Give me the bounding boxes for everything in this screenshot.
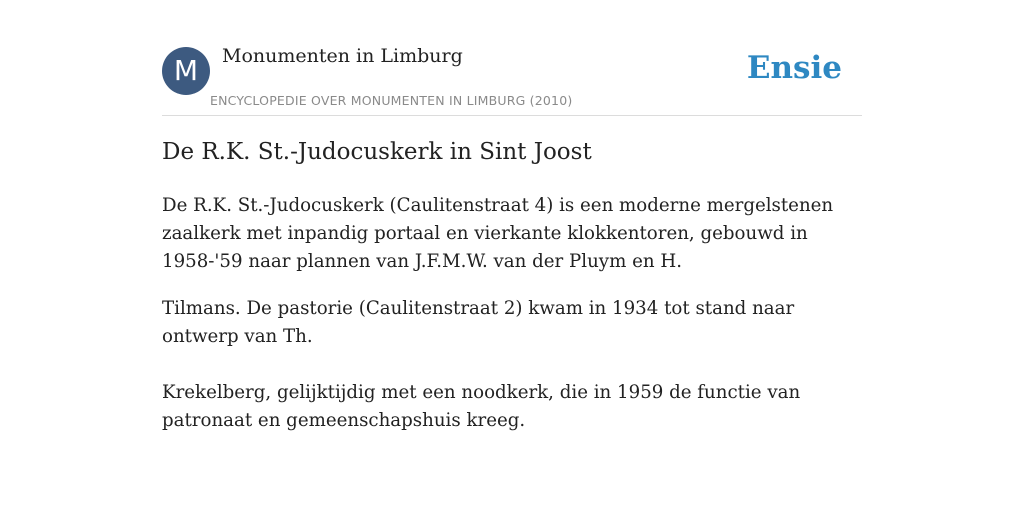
ensie-logo-link[interactable]: Ensie [746,50,842,86]
article-paragraph: Tilmans. De pastorie (Caulitenstraat 2) kwam in 1934 tot stand naar ontwerp van Th. [162,298,795,347]
avatar[interactable]: M [162,47,210,95]
page-content [162,0,862,431]
source-header [162,0,862,116]
page-title: De R.K. St.-Judocuskerk in Sint Joost [162,139,592,165]
article-paragraph: Krekelberg, gelijktijdig met een noodkerk, die in 1959 de functie van patronaat en gemeenschapshuis kreeg. [162,382,801,431]
article-paragraph: De R.K. St.-Judocuskerk (Caulitenstraat 4) is een moderne mergelstenen zaalkerk met inpandig portaal en vierkante klokkentoren, gebouwd in 1958-'59 naar plannen van J.F.M.W. van der Pluym en H. [162,195,834,272]
source-title[interactable]: Monumenten in Limburg [222,45,463,67]
source-subtitle: ENCYCLOPEDIE OVER MONUMENTEN IN LIMBURG (2010) [210,93,573,108]
